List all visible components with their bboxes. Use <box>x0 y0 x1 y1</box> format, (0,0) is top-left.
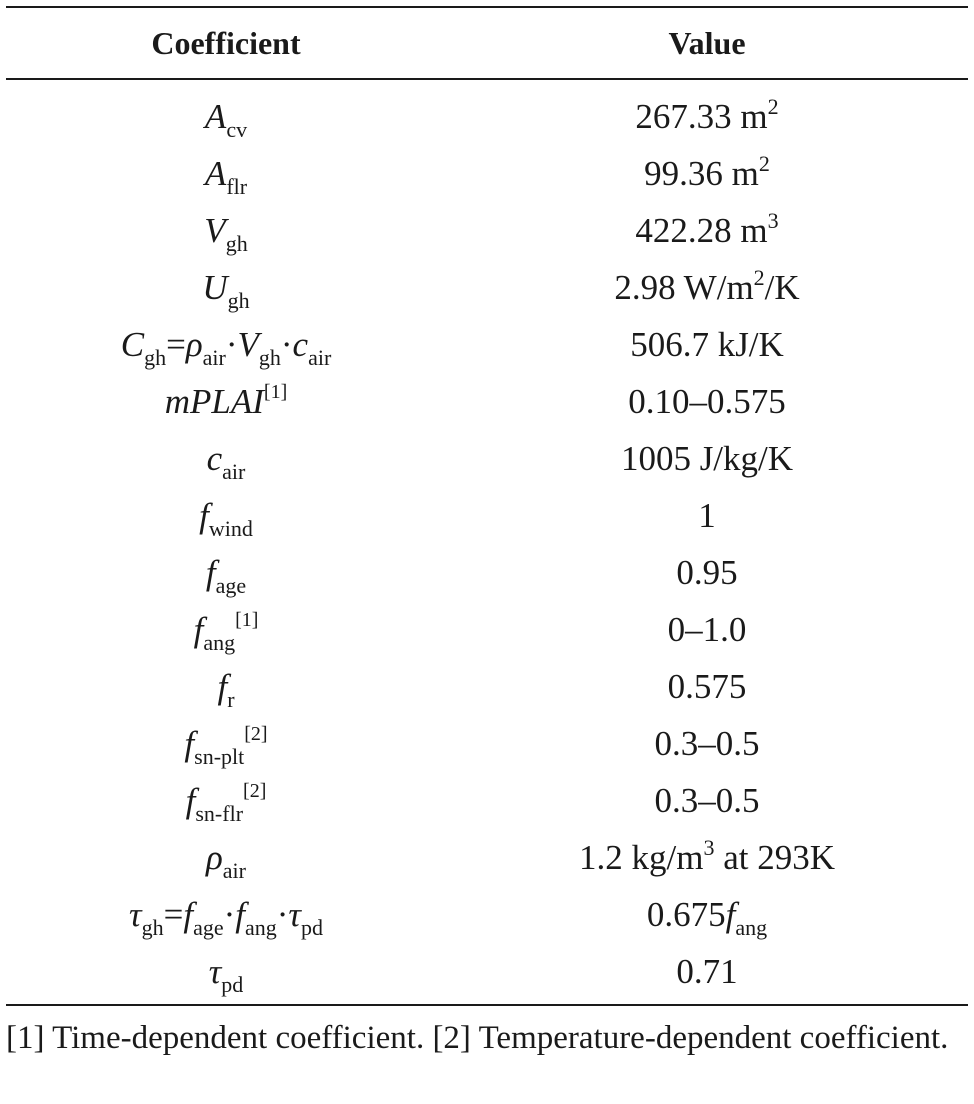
subscript: air <box>222 459 246 484</box>
value-text: 1005 J/kg/K <box>620 439 794 478</box>
subscript: ang <box>244 915 277 940</box>
symbol: f <box>184 724 195 763</box>
value-text: 1 <box>698 496 716 535</box>
table-header-row <box>6 8 968 78</box>
value-text: 0.10–0.575 <box>628 382 786 421</box>
symbol: f <box>185 781 196 820</box>
subscript: age <box>215 573 247 598</box>
table-row <box>6 202 968 259</box>
table-row <box>6 544 968 601</box>
coefficient-cell <box>6 325 446 370</box>
coefficient-cell <box>6 780 446 826</box>
coefficient-cell <box>6 97 446 142</box>
table-row <box>6 943 968 1000</box>
value-text-suffix: /K <box>764 268 800 307</box>
table-row <box>6 316 968 373</box>
coefficient-cell <box>6 952 446 997</box>
value-text: 0.575 <box>667 667 747 706</box>
subscript: sn-plt <box>194 744 245 769</box>
subscript: pd <box>300 915 323 940</box>
value-cell <box>446 498 968 533</box>
header-value: Value <box>668 25 746 61</box>
symbol: f <box>725 895 736 934</box>
symbol: A <box>204 154 227 193</box>
superscript: 2 <box>767 94 779 119</box>
subscript: cv <box>226 117 248 142</box>
value-text: 506.7 kJ/K <box>630 325 784 364</box>
table-row <box>6 373 968 430</box>
coefficient-cell <box>6 211 446 256</box>
subscript: wind <box>208 516 253 541</box>
subscript: gh <box>225 231 248 256</box>
value-cell <box>446 895 968 940</box>
subscript: sn-flr <box>195 801 244 826</box>
table-row <box>6 259 968 316</box>
coefficient-cell <box>6 667 446 712</box>
subscript: gh <box>144 345 167 370</box>
equals-sign: = <box>166 325 186 364</box>
coefficient-cell <box>6 439 446 484</box>
value-cell <box>446 835 968 877</box>
table-row <box>6 145 968 202</box>
value-cell <box>446 384 968 419</box>
table-row <box>6 886 968 943</box>
value-cell <box>446 265 968 307</box>
symbol: f <box>183 895 194 934</box>
symbol: mPLAI <box>164 382 264 421</box>
value-text: 0–1.0 <box>667 610 747 649</box>
value-cell <box>446 612 968 647</box>
value-text: 0.675 <box>646 895 726 934</box>
table-row <box>6 772 968 829</box>
superscript: 2 <box>758 151 770 176</box>
subscript: gh <box>227 288 250 313</box>
value-text: 422.28 m <box>635 211 768 250</box>
dot-operator: · <box>223 895 236 934</box>
symbol: c <box>292 325 309 364</box>
subscript: air <box>202 345 226 370</box>
header-coefficient: Coefficient <box>151 25 301 61</box>
value-text: 1.2 kg/m <box>579 838 704 877</box>
table-row <box>6 430 968 487</box>
subscript: gh <box>141 915 164 940</box>
symbol: f <box>199 496 209 535</box>
symbol: U <box>202 268 228 307</box>
dot-operator: · <box>225 325 238 364</box>
superscript: 3 <box>703 835 715 860</box>
value-cell <box>446 669 968 704</box>
symbol: f <box>193 610 204 649</box>
value-text: 0.3–0.5 <box>654 781 760 820</box>
coefficient-cell <box>6 154 446 199</box>
symbol: c <box>206 439 223 478</box>
symbol: C <box>120 325 145 364</box>
table-body <box>6 80 968 1004</box>
coefficient-cell <box>6 609 446 655</box>
coefficient-cell <box>6 496 446 541</box>
symbol: τ <box>129 895 142 934</box>
subscript: air <box>222 858 246 883</box>
footnote-ref: [2] <box>244 723 268 745</box>
subscript: air <box>308 345 332 370</box>
value-cell <box>446 208 968 250</box>
symbol: f <box>235 895 245 934</box>
symbol: f <box>205 553 216 592</box>
value-cell <box>446 151 968 193</box>
value-cell <box>446 94 968 136</box>
coefficient-cell <box>6 553 446 598</box>
value-text: 267.33 m <box>635 97 768 136</box>
table-row <box>6 715 968 772</box>
footnote-ref: [1] <box>235 609 259 631</box>
equals-sign: = <box>163 895 184 934</box>
table-row <box>6 658 968 715</box>
symbol: ρ <box>185 325 203 364</box>
table-row <box>6 601 968 658</box>
value-text: 0.71 <box>676 952 738 991</box>
coefficient-cell <box>6 838 446 883</box>
subscript: pd <box>221 972 244 997</box>
value-cell <box>446 327 968 362</box>
dot-operator: · <box>276 895 289 934</box>
footnote-ref: [1] <box>263 381 288 403</box>
value-text: 0.3–0.5 <box>654 724 760 763</box>
value-cell <box>446 726 968 761</box>
superscript: 3 <box>767 208 779 233</box>
table-footnote: [1] Time-dependent coefficient. [2] Temperature-dependent coefficient. <box>6 1020 949 1056</box>
value-cell <box>446 555 968 590</box>
coefficient-cell <box>6 381 446 421</box>
symbol: V <box>237 325 259 364</box>
symbol: f <box>217 667 228 706</box>
subscript: r <box>227 687 235 712</box>
symbol: A <box>204 97 227 136</box>
subscript: age <box>193 915 224 940</box>
symbol: τ <box>208 952 222 991</box>
table-bottom-rule <box>6 1004 968 1006</box>
value-cell <box>446 783 968 818</box>
table-row <box>6 487 968 544</box>
subscript: ang <box>203 630 236 655</box>
value-text: 2.98 W/m <box>614 268 754 307</box>
value-text: 99.36 m <box>644 154 759 193</box>
coefficient-cell <box>6 895 446 940</box>
footnote-ref: [2] <box>243 780 267 802</box>
value-cell <box>446 954 968 989</box>
value-text-suffix: at 293K <box>714 838 835 877</box>
symbol: ρ <box>205 838 223 877</box>
symbol: τ <box>288 895 301 934</box>
superscript: 2 <box>753 265 765 290</box>
table-row <box>6 88 968 145</box>
coefficient-cell <box>6 723 446 769</box>
subscript: gh <box>258 345 281 370</box>
table-row <box>6 829 968 886</box>
subscript: flr <box>226 174 248 199</box>
value-cell <box>446 441 968 476</box>
coefficient-cell <box>6 268 446 313</box>
dot-operator: · <box>280 325 293 364</box>
value-text: 0.95 <box>676 553 738 592</box>
coefficient-table <box>6 6 968 1006</box>
symbol: V <box>204 211 226 250</box>
subscript: ang <box>735 915 768 940</box>
